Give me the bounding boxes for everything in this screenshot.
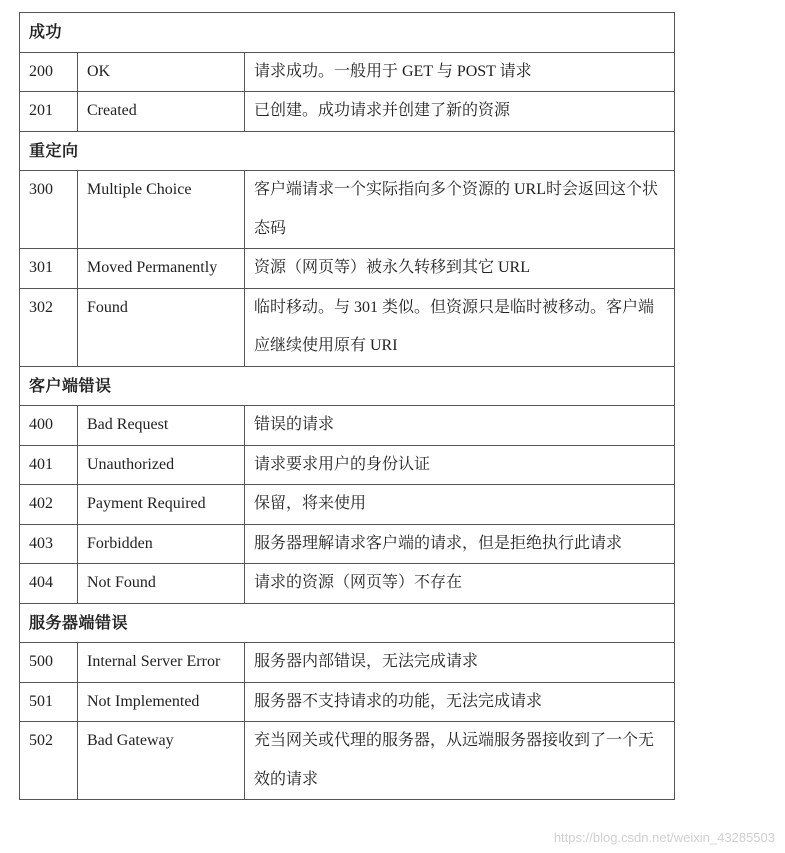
- table-row: [20, 564, 675, 604]
- status-code: 500: [20, 643, 78, 683]
- table-row: [20, 643, 675, 683]
- table-row: [20, 288, 675, 366]
- status-name: Not Implemented: [78, 682, 245, 722]
- status-code: 400: [20, 406, 78, 446]
- section-title: 客户端错误: [20, 366, 675, 406]
- status-description: 已创建。成功请求并创建了新的资源: [245, 92, 675, 132]
- status-code: 302: [20, 288, 78, 366]
- status-description: 资源（网页等）被永久转移到其它 URL: [245, 249, 675, 289]
- table-row: [20, 485, 675, 525]
- status-code: 402: [20, 485, 78, 525]
- watermark-url: https://blog.csdn.net/weixin_43285503: [553, 830, 775, 845]
- status-name: Bad Request: [78, 406, 245, 446]
- status-description: 服务器不支持请求的功能，无法完成请求: [245, 682, 675, 722]
- status-code: 201: [20, 92, 78, 132]
- status-name: Not Found: [78, 564, 245, 604]
- table-row: [20, 682, 675, 722]
- table-row: [20, 445, 675, 485]
- table-row: [20, 722, 675, 800]
- section-title: 服务器端错误: [20, 603, 675, 643]
- status-description: 请求要求用户的身份认证: [245, 445, 675, 485]
- status-description: 错误的请求: [245, 406, 675, 446]
- status-code-table-container: [19, 12, 674, 800]
- status-description: 临时移动。与 301 类似。但资源只是临时被移动。客户端应继续使用原有 URI: [245, 288, 675, 366]
- status-name: Unauthorized: [78, 445, 245, 485]
- table-row: [20, 524, 675, 564]
- status-description: 客户端请求一个实际指向多个资源的 URL时会返回这个状态码: [245, 171, 675, 249]
- status-code: 404: [20, 564, 78, 604]
- status-description: 请求的资源（网页等）不存在: [245, 564, 675, 604]
- table-row: [20, 406, 675, 446]
- status-description: 请求成功。一般用于 GET 与 POST 请求: [245, 52, 675, 92]
- section-header-server-error: [20, 603, 675, 643]
- status-code: 401: [20, 445, 78, 485]
- status-description: 保留，将来使用: [245, 485, 675, 525]
- status-code: 403: [20, 524, 78, 564]
- status-name: Found: [78, 288, 245, 366]
- status-name: OK: [78, 52, 245, 92]
- section-header-success: [20, 13, 675, 53]
- status-description: 服务器理解请求客户端的请求，但是拒绝执行此请求: [245, 524, 675, 564]
- status-name: Internal Server Error: [78, 643, 245, 683]
- status-name: Created: [78, 92, 245, 132]
- section-header-redirect: [20, 131, 675, 171]
- status-name: Payment Required: [78, 485, 245, 525]
- status-code: 501: [20, 682, 78, 722]
- status-name: Multiple Choice: [78, 171, 245, 249]
- status-name: Bad Gateway: [78, 722, 245, 800]
- section-title: 重定向: [20, 131, 675, 171]
- section-title: 成功: [20, 13, 675, 53]
- table-row: [20, 52, 675, 92]
- table-row: [20, 249, 675, 289]
- status-code: 200: [20, 52, 78, 92]
- status-code: 300: [20, 171, 78, 249]
- status-code-table: [19, 12, 675, 800]
- section-header-client-error: [20, 366, 675, 406]
- table-row: [20, 92, 675, 132]
- table-row: [20, 171, 675, 249]
- status-name: Moved Permanently: [78, 249, 245, 289]
- status-code: 502: [20, 722, 78, 800]
- status-code: 301: [20, 249, 78, 289]
- status-description: 充当网关或代理的服务器，从远端服务器接收到了一个无效的请求: [245, 722, 675, 800]
- status-description: 服务器内部错误，无法完成请求: [245, 643, 675, 683]
- status-name: Forbidden: [78, 524, 245, 564]
